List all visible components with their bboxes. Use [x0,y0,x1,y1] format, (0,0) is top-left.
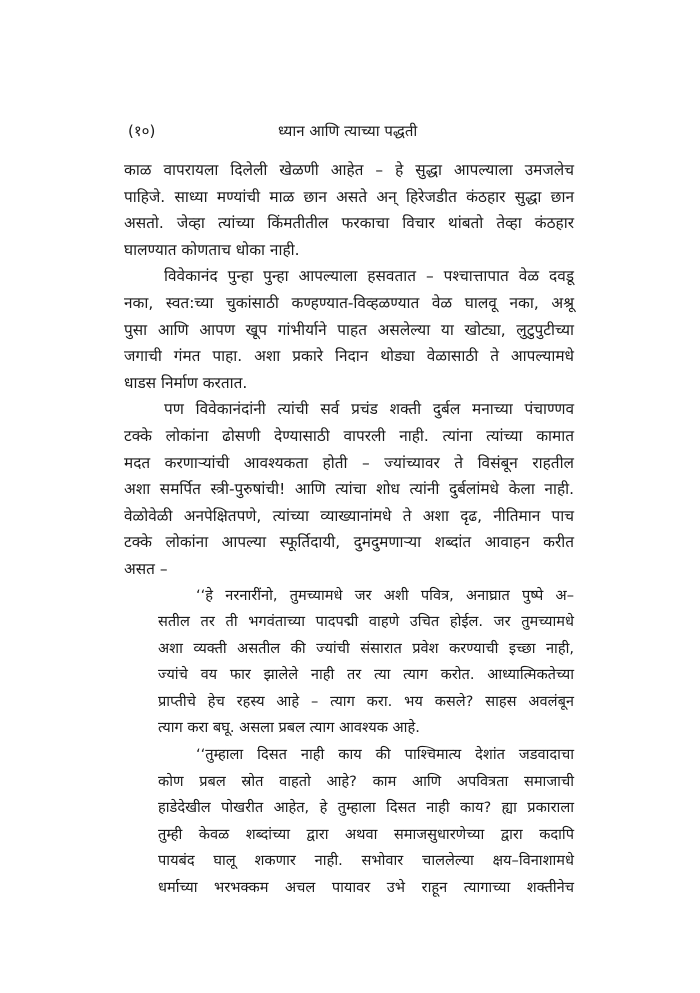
quote-line: धर्माच्या भरभक्कम अचल पायावर उभे राहून त्यागाच्या शक्तीनेच [158,879,574,897]
text-line: मदत करणाऱ्यांची आवश्यकता होती – ज्यांच्यावर ते विसंबून राहतील [124,453,574,472]
text-line: काळ वापरायला दिलेली खेळणी आहेत – हे सुद्धा आपल्याला उमजलेच [124,161,574,179]
text-line: नका, स्वत:च्या चुकांसाठी कण्हण्यात-विव्हळण्यात वेळ घालवू नका, अश्रू [124,293,574,312]
page-header [128,121,578,145]
text-line: असतो. जेव्हा त्यांच्या किंमतीतील फरकाचा विचार थांबतो तेव्हा कंठहार [124,214,574,233]
quote-line: ‘‘तुम्हाला दिसत नाही काय की पाश्चिमात्य देशांत जडवादाचा [196,746,574,764]
quotation-2 [124,742,574,902]
quote-line: तुम्ही केवळ शब्दांच्या द्वारा अथवा समाजसुधारणेच्या द्वारा कदापि [158,825,574,843]
quote-line: हाडेदेखील पोखरीत आहेत, हे तुम्हाला दिसत नाही काय? ह्या प्रकाराला [158,799,574,817]
quote-line: ज्यांचे वय फार झालेले नाही तर त्या त्याग करोत. आध्यात्मिकतेच्या [158,666,574,684]
text-line: असत – [124,559,168,578]
text-line: धाडस निर्माण करतात. [124,373,248,392]
paragraph-2 [124,263,574,396]
text-line: घालण्यात कोणताच धोका नाही. [124,240,300,259]
quotation-1 [124,583,574,743]
text-line: पाहिजे. साध्या मण्यांची माळ छान असते अन् हिरेजडीत कंठहार सुद्धा छान [124,187,574,206]
paragraph-3 [124,396,574,582]
quote-line: त्याग करा बघू. असला प्रबल त्याग आवश्यक आहे. [158,719,420,737]
page-body [124,157,574,902]
text-line: पुसा आणि आपण खूप गांभीर्याने पाहत असलेल्या या खोट्या, लुटुपुटीच्या [124,320,574,339]
quote-line: अशा व्यक्ती असतील की ज्यांची संसारात प्रवेश करण्याची इच्छा नाही, [158,639,574,657]
text-line: टक्के लोकांना ढोसणी देण्यासाठी वापरली नाही. त्यांना त्यांच्या कामात [124,426,574,445]
text-line: अशा समर्पित स्त्री-पुरुषांची! आणि त्यांचा शोध त्यांनी दुर्बलांमधे केला नाही. [124,480,574,499]
page-number: (१०) [128,122,156,140]
quote-line: प्राप्तीचे हेच रहस्य आहे – त्याग करा. भय कसले? साहस अवलंबून [158,692,574,710]
text-line: पण विवेकानंदांनी त्यांची सर्व प्रचंड शक्ती दुर्बल मनाच्या पंचाण्णव [164,400,574,419]
text-line: वेळोवेळी अनपेक्षितपणे, त्यांच्या व्याख्यानांमधे ते अशा दृढ, नीतिमान पाच [124,506,574,525]
running-title: ध्यान आणि त्याच्या पद्धती [278,122,418,140]
text-line: विवेकानंद पुन्हा पुन्हा आपल्याला हसवतात – पश्चात्तापात वेळ दवडू [164,267,574,286]
quote-line: कोण प्रबल स्रोत वाहतो आहे? काम आणि अपवित्रता समाजाची [158,772,574,790]
quote-line: पायबंद घालू शकणार नाही. सभोवार चाललेल्या क्षय–विनाशामधे [158,852,574,870]
paragraph-1 [124,157,574,263]
quote-line: ‘‘हे नरनारींनो, तुमच्यामधे जर अशी पवित्र, अनाघ्रात पुष्पे अ– [196,586,574,604]
text-line: टक्के लोकांना आपल्या स्फूर्तिदायी, दुमदुमणाऱ्या शब्दांत आवाहन करीत [124,533,574,552]
text-line: जगाची गंमत पाहा. अशा प्रकारे निदान थोड्या वेळासाठी ते आपल्यामधे [124,347,574,366]
quote-line: सतील तर ती भगवंताच्या पादपद्मी वाहणे उचित होईल. जर तुमच्यामधे [158,613,574,631]
